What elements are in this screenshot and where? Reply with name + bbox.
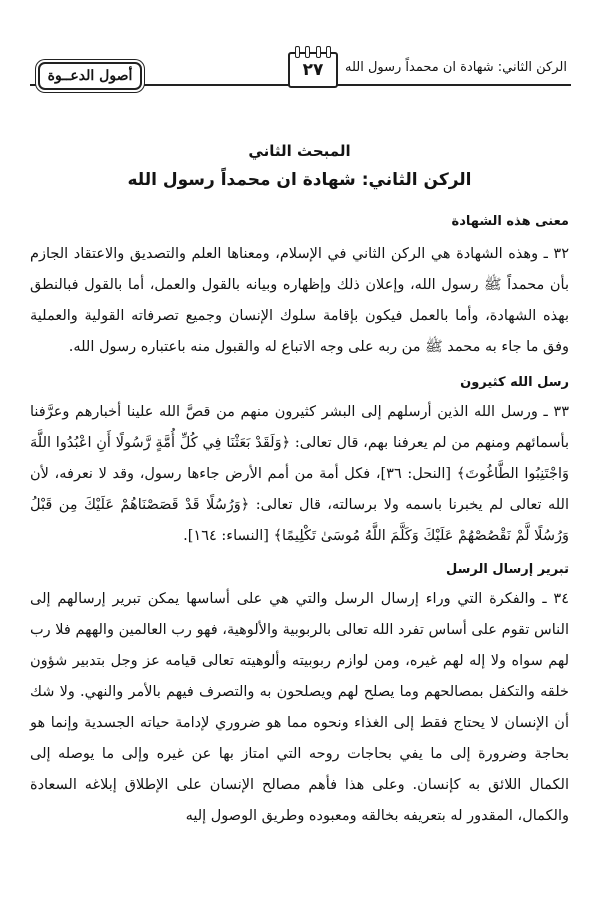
paragraph-33-text-3: [النساء: ١٦٤].: [183, 528, 274, 544]
binder-rings-icon: [295, 46, 331, 56]
page-number: ٢٧: [302, 60, 324, 80]
quran-verse-nisa: ﴿وَرُسُلًا قَدْ قَصَصْنَاهُمْ عَلَيْكَ مِن قَبْلُ وَرُسُلًا لَّمْ نَقْصُصْهُمْ عَلَيْكَ وَكَلَّمَ اللَّهُ مُوسَىٰ تَكْلِيمًا﴾: [30, 497, 569, 544]
paragraph-34: ٣٤ ـ والفكرة التي وراء إرسال الرسل والتي هي على أساسها يمكن تبرير إرسالهم إلى الناس تقوم على أساس تفرد الله تعالى بالربوبية والألوهية، فهو رب العالمين والههم فلا رب لهم سواه ولا إله لهم غيره، ومن لوازم ربوبيته وألوهيته تعالى قيامه عز وجل بتدبير شؤون خلقه والتكفل بمصالحهم وما يصلح لهم ويصلحون به والتصرف فيهم بالأمر والنهي. ولا شك أن الإنسان لا يحتاج فقط إلى الغذاء ونحوه مما هو ضروري لإدامة حياته الجسدية وإنما هو بحاجة وضرورة إلى ما يفي بحاجات روحه التي امتاز بها عن غيره وإلى ما يوصله إلى الكمال اللائق به كإنسان. وعلى هذا فأهم مصالح الإنسان على الإطلاق إبلاغه السعادة والكمال، المقدور له بتعريفه بخالقه ومعبوده وطريق الوصول إليه: [30, 591, 569, 824]
page-header: [30, 48, 571, 94]
paragraph-33: [30, 397, 569, 552]
page-number-box: [288, 52, 338, 88]
section-heading: المبحث الثاني: [248, 142, 351, 160]
running-title: الركن الثاني: شهادة ان محمداً رسول الله: [344, 60, 567, 75]
page-body: [30, 200, 569, 832]
book-title: أصول الدعــوة: [47, 68, 133, 84]
book-title-box: [38, 62, 142, 90]
paragraph-33-text-1: ٣٣ ـ ورسل الله الذين أرسلهم إلى البشر كثيرون منهم من قصَّ الله علينا أخبارهم وعرَّفنا بأسمائهم ومنهم من لم يعرفنا بهم، قال تعالى:: [30, 404, 569, 451]
subheading-meaning: معنى هذه الشهادة: [451, 214, 569, 229]
quran-verse-nahl: ﴿وَلَقَدْ بَعَثْنَا فِي كُلِّ أُمَّةٍ رَّسُولًا أَنِ اعْبُدُوا اللَّهَ وَاجْتَنِبُوا الطَّاغُوتَ﴾: [30, 435, 569, 482]
paragraph-32: ٣٢ ـ وهذه الشهادة هي الركن الثاني في الإسلام، ومعناها العلم والتصديق والاعتقاد الجازم بأن محمداً ﷺ رسول الله، وإعلان ذلك وإظهاره وبيانه بالقول والعمل، أما بالقول فبالنطق بهذه الشهادة، وأما بالعمل فيكون بإقامة سلوك الإنسان وجميع تصرفاته القولية والعملية وفق ما جاء به محمد ﷺ من ربه على وجه الاتباع له والقبول منه باعتباره رسول الله.: [30, 246, 569, 355]
subheading-justification: تبرير إرسال الرسل: [446, 562, 569, 577]
paragraph-33-text-2: [النحل: ٣٦]، فكل أمة من أمم الأرض جاءها رسول، وقد لا نعرفه، لأن الله تعالى لم يخبرنا باسمه ولا برسالته، قال تعالى:: [30, 466, 570, 513]
subheading-messengers: رسل الله كثيرون: [460, 375, 569, 390]
pillar-heading: الركن الثاني: شهادة ان محمداً رسول الله: [127, 170, 472, 190]
